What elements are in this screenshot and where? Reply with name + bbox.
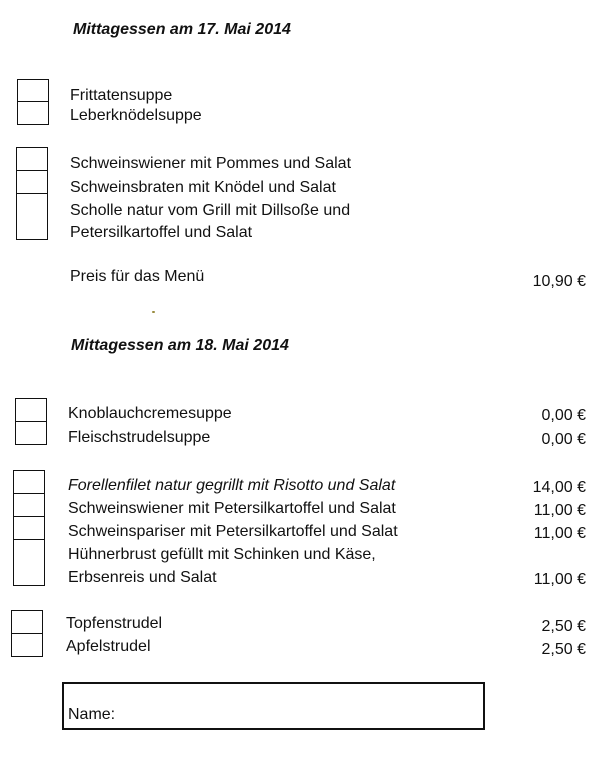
day1-price-label: Preis für das Menü: [70, 268, 205, 285]
day1-main-3: Scholle natur vom Grill mit Dillsoße und: [70, 202, 351, 219]
day1-main-checkbox-2[interactable]: [16, 170, 48, 194]
paper-speck: [152, 311, 155, 313]
day2-soup-1-price: 0,00 €: [541, 407, 586, 424]
day1-main-1: Schweinswiener mit Pommes und Salat: [70, 155, 352, 172]
day1-soup-1: Frittatensuppe: [70, 87, 173, 104]
day1-main-checkbox-1[interactable]: [16, 147, 48, 171]
day1-soup-checkbox-2[interactable]: [17, 101, 49, 125]
day1-main-2: Schweinsbraten mit Knödel und Salat: [70, 179, 336, 196]
day2-soup-2-price: 0,00 €: [541, 431, 586, 448]
day2-main-checkbox-3[interactable]: [13, 516, 45, 540]
day2-main-2: Schweinswiener mit Petersilkartoffel und Salat: [68, 500, 396, 517]
day1-heading: Mittagessen am 17. Mai 2014: [73, 21, 291, 38]
day2-main-1: Forellenfilet natur gegrillt mit Risotto und Salat: [68, 477, 396, 494]
day2-main-2-price: 11,00 €: [533, 502, 586, 519]
day1-soup-2: Leberknödelsuppe: [70, 107, 202, 124]
day2-main-1-price: 14,00 €: [532, 479, 586, 496]
day2-main-3-price: 11,00 €: [533, 525, 586, 542]
day2-dessert-checkbox-2[interactable]: [11, 633, 43, 657]
day2-dessert-2-price: 2,50 €: [541, 641, 586, 658]
day2-dessert-checkbox-1[interactable]: [11, 610, 43, 634]
day2-main-4-cont: Erbsenreis und Salat: [68, 569, 217, 586]
day2-soup-2: Fleischstrudelsuppe: [68, 429, 211, 446]
day2-main-checkbox-2[interactable]: [13, 493, 45, 517]
day2-main-4-price: 11,00 €: [533, 571, 586, 588]
day1-main-3-cont: Petersilkartoffel und Salat: [70, 224, 253, 241]
day2-soup-checkbox-2[interactable]: [15, 421, 47, 445]
day2-heading: Mittagessen am 18. Mai 2014: [71, 337, 289, 354]
day2-soup-checkbox-1[interactable]: [15, 398, 47, 422]
day1-price: 10,90 €: [532, 273, 586, 290]
day2-main-3: Schweinspariser mit Petersilkartoffel und Salat: [68, 523, 398, 540]
day2-main-checkbox-1[interactable]: [13, 470, 45, 494]
name-field[interactable]: [62, 682, 485, 730]
day1-soup-checkbox-1[interactable]: [17, 79, 49, 102]
day2-dessert-1: Topfenstrudel: [66, 615, 163, 632]
day2-dessert-1-price: 2,50 €: [541, 618, 586, 635]
day1-main-checkbox-3[interactable]: [16, 193, 48, 240]
day2-dessert-2: Apfelstrudel: [66, 638, 151, 655]
day2-main-4: Hühnerbrust gefüllt mit Schinken und Käse,: [68, 546, 376, 563]
day2-soup-1: Knoblauchcremesuppe: [68, 405, 232, 422]
name-label: Name:: [68, 706, 116, 723]
day2-main-checkbox-4[interactable]: [13, 539, 45, 586]
